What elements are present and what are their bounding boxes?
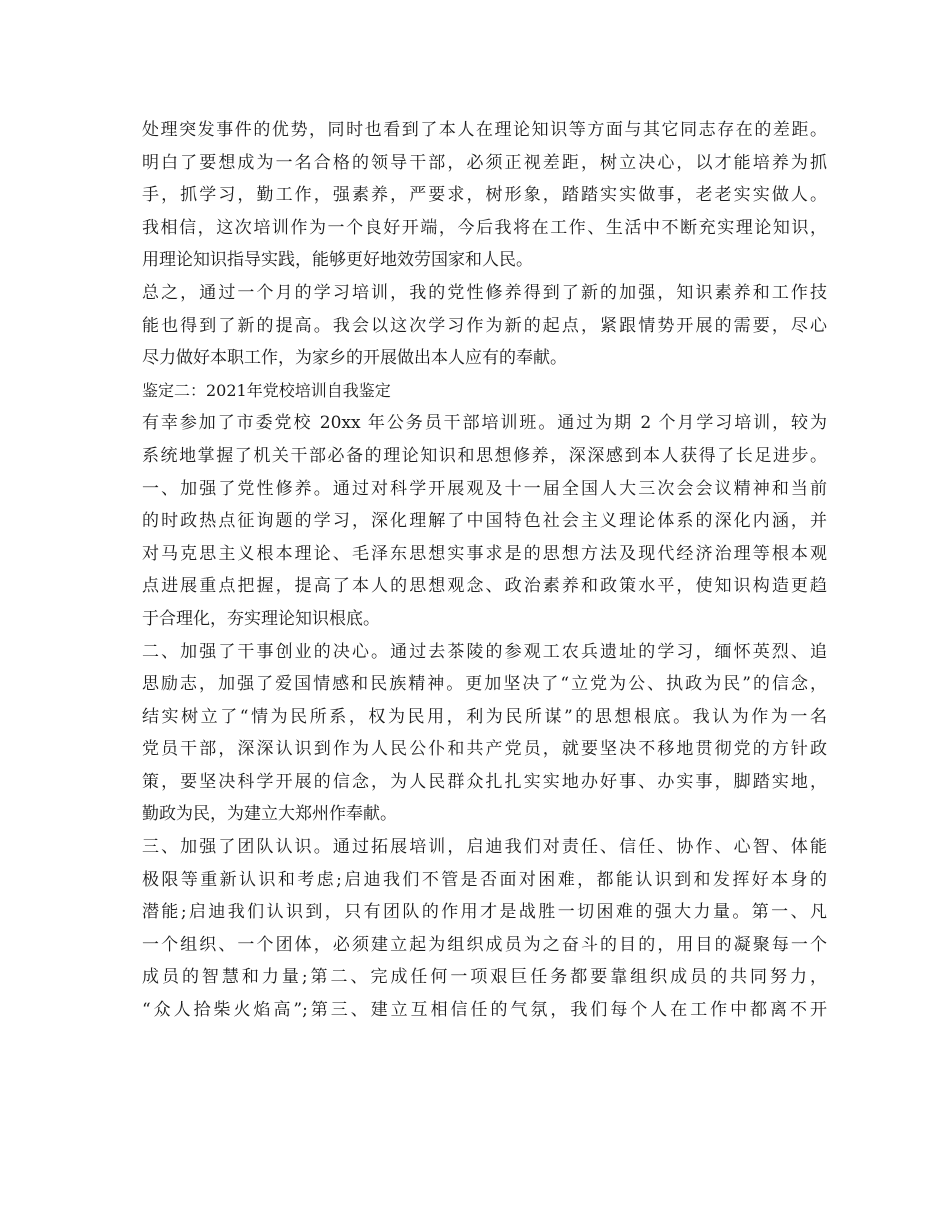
body-text-line: 一个组织、一个团体，必须建立起为组织成员为之奋斗的目的，用目的凝聚每一个 bbox=[142, 934, 827, 955]
body-text-line: 勤政为民，为建立大郑州作奉献。 bbox=[142, 804, 397, 825]
body-text-line: 处理突发事件的优势，同时也看到了本人在理论知识等方面与其它同志存在的差距。 bbox=[142, 120, 827, 140]
body-text-line: 手，抓学习，勤工作，强素养，严要求，树形象，踏踏实实做事，老老实实做人。 bbox=[142, 185, 827, 206]
body-text-line: 点进展重点把握，提高了本人的思想观念、政治素养和政策水平，使知识构造更趋 bbox=[142, 576, 827, 597]
body-text-line: 于合理化，夯实理论知识根底。 bbox=[142, 608, 380, 629]
body-text-line: 明白了要想成为一名合格的领导干部，必须正视差距，树立决心，以才能培养为抓 bbox=[142, 152, 827, 173]
body-text-line: 一、加强了党性修养。通过对科学开展观及十一届全国人大三次会会议精神和当前 bbox=[142, 478, 827, 499]
body-text-line: 二、加强了干事创业的决心。通过去茶陵的参观工农兵遗址的学习，缅怀英烈、追 bbox=[142, 641, 827, 662]
document-body bbox=[142, 114, 827, 1027]
body-text-line: 三、加强了团队认识。通过拓展培训，启迪我们对责任、信任、协作、心智、体能 bbox=[142, 837, 827, 858]
body-text-line: 成员的智慧和力量;第二、完成任何一项艰巨任务都要靠组织成员的共同努力， bbox=[142, 967, 827, 988]
body-text-line: 的时政热点征询题的学习，深化理解了中国特色社会主义理论体系的深化内涵，并 bbox=[142, 511, 827, 532]
body-text-line: 潜能;启迪我们认识到，只有团队的作用才是战胜一切困难的强大力量。第一、凡 bbox=[142, 902, 827, 923]
body-text-line: 结实树立了“情为民所系，权为民用，利为民所谋”的思想根底。我认为作为一名 bbox=[142, 706, 827, 727]
body-text-line: 党员干部，深深认识到作为人民公仆和共产党员，就要坚决不移地贯彻党的方针政 bbox=[142, 739, 827, 760]
body-text-line: 思励志，加强了爱国情感和民族精神。更加坚决了“立党为公、执政为民”的信念， bbox=[142, 674, 827, 695]
body-text-line: 极限等重新认识和考虑;启迪我们不管是否面对困难，都能认识到和发挥好本身的 bbox=[142, 869, 827, 890]
body-text-line: 我相信，这次培训作为一个良好开端，今后我将在工作、生活中不断充实理论知识， bbox=[142, 217, 827, 238]
body-text-line: “众人拾柴火焰高”;第三、建立互相信任的气氛，我们每个人在工作中都离不开 bbox=[142, 1000, 827, 1021]
section-heading: 鉴定二：2021年党校培训自我鉴定 bbox=[142, 380, 391, 400]
body-text-line: 系统地掌握了机关干部必备的理论知识和思想修养，深深感到本人获得了长足进步。 bbox=[142, 445, 827, 466]
body-text-line: 策，要坚决科学开展的信念，为人民群众扎扎实实地办好事、办实事，脚踏实地， bbox=[142, 771, 827, 792]
body-text-line: 有幸参加了市委党校 20xx 年公务员干部培训班。通过为期 2 个月学习培训，较为 bbox=[142, 413, 827, 434]
body-text-line: 对马克思主义根本理论、毛泽东思想实事求是的思想方法及现代经济治理等根本观 bbox=[142, 543, 827, 564]
body-text-line: 总之，通过一个月的学习培训，我的党性修养得到了新的加强，知识素养和工作技 bbox=[142, 282, 827, 303]
body-text-line: 尽力做好本职工作，为家乡的开展做出本人应有的奉献。 bbox=[142, 348, 567, 369]
body-text-line: 能也得到了新的提高。我会以这次学习作为新的起点，紧跟情势开展的需要，尽心 bbox=[142, 315, 827, 336]
body-text-line: 用理论知识指导实践，能够更好地效劳国家和人民。 bbox=[142, 250, 533, 271]
